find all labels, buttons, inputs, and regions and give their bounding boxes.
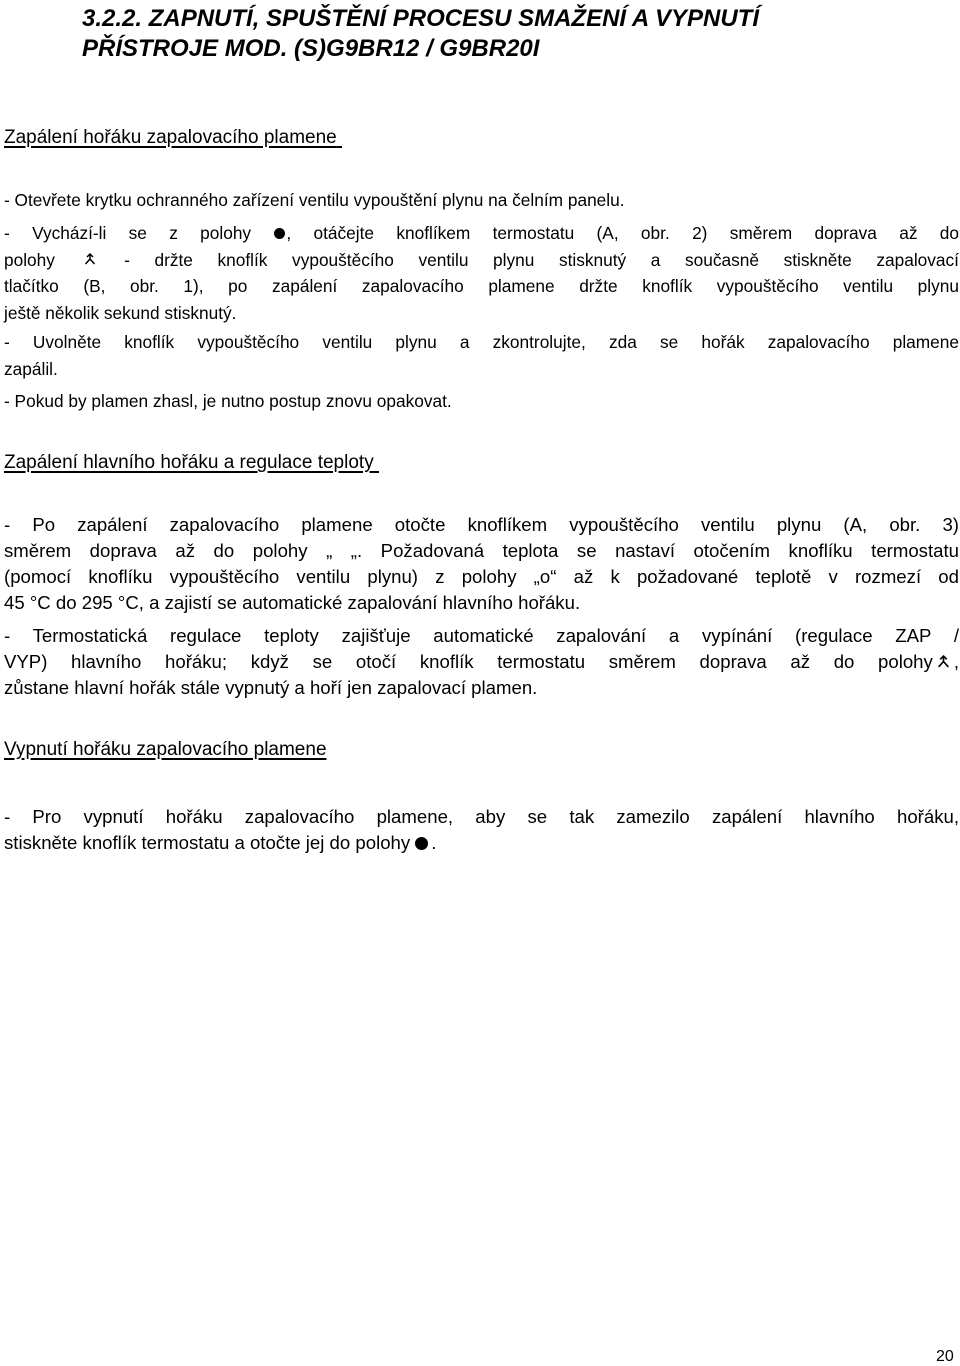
flame-icon (84, 253, 96, 265)
section-heading-pilot-off: Vypnutí hořáku zapalovacího plamene (4, 739, 327, 760)
paragraph-release-knob: - Uvolněte knoflík vypouštěcího ventilu plynu a zkontrolujte, zda se hořák zapalovacího plamene zapálil. (4, 332, 959, 379)
section-heading-pilot-ignition: Zapálení hořáku zapalovacího plamene (4, 127, 337, 148)
pilot-line-2: polohy - držte knoflík vypouštěcího ventilu plynu stisknutý a současně stiskněte zapalovací (4, 249, 959, 270)
title-line-1: 3.2.2. ZAPNUTÍ, SPUŠTĚNÍ PROCESU SMAŽENÍ A VYPNUTÍ (82, 5, 759, 32)
section-heading-main-burner: Zapálení hlavního hořáku a regulace teploty (4, 452, 374, 473)
paragraph-main-burner: - Po zapálení zapalovacího plamene otočte knoflíkem vypouštěcího ventilu plynu (A, obr. 3) směrem doprava až do polohy „ „. Požadovaná teplota se nastaví otočením knoflíku termostatu (pomocí knoflíku vypouštěcího ventilu plynu) z polohy „o“ až k požadované teplotě v rozmezí od 45 °C do 295 °C, a zajistí se automatické zapalování hlavního hořáku. (4, 514, 959, 613)
paragraph-open-cover: - Otevřete krytku ochranného zařízení ventilu vypouštění plynu na čelním panelu. (4, 190, 625, 210)
page-title (82, 4, 942, 64)
regulation-line-2: VYP) hlavního hořáku; když se otočí knoflík termostatu směrem doprava až do polohy , (4, 651, 959, 672)
pilot-line-1: - Vychází-li se z polohy , otáčejte knoflíkem termostatu (A, obr. 2) směrem doprava až do (4, 223, 959, 243)
paragraph-pilot-off: - Pro vypnutí hořáku zapalovacího plamene, aby se tak zamezilo zapálení hlavního hořáku, stiskněte knoflík termostatu a otočte jej do polohy . (4, 804, 959, 856)
paragraph-thermostat-regulation: - Termostatická regulace teploty zajišťuje automatické zapalování a vypínání (regulace ZAP / VYP) hlavního hořáku; když se otočí knoflík termostatu směrem doprava až do polohy , zůstane hlavní hořák stále vypnutý a hoří jen zapalovací plamen. (4, 625, 959, 698)
pilot-off-line-2: stiskněte knoflík termostatu a otočte jej do polohy . (4, 832, 437, 853)
paragraph-pilot-procedure: - Vychází-li se z polohy , otáčejte knoflíkem termostatu (A, obr. 2) směrem doprava až do polohy - držte knoflík vypouštěcího ventilu plynu stisknutý a současně stiskněte zapalovací tlačítko (B, obr. 1), po zapálení zapalovacího plamene držte knoflík vypouštěcího ventilu plynu ještě několik sekund stisknutý. (4, 220, 959, 326)
title-line-2: PŘÍSTROJE MOD. (S)G9BR12 / G9BR20I (82, 35, 540, 62)
filled-dot-icon (415, 837, 428, 850)
paragraph-repeat: - Pokud by plamen zhasl, je nutno postup znovu opakovat. (4, 391, 452, 411)
page-number: 20 (936, 1348, 954, 1365)
filled-dot-icon (274, 228, 285, 239)
flame-icon (937, 655, 950, 668)
